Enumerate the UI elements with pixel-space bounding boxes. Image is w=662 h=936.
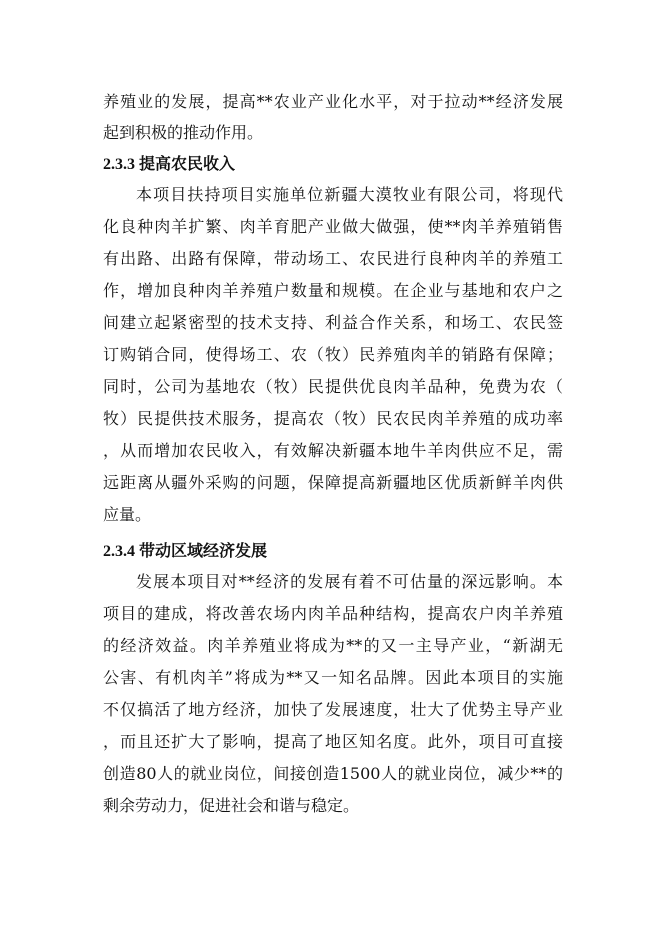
paragraph-line: 间建立起紧密型的技术支持、利益合作关系，和场工、农民签	[103, 313, 563, 332]
section-number: 2.3.3	[103, 156, 135, 173]
paragraph-line: 同时，公司为基地农（牧）民提供优良肉羊品种，免费为农（	[103, 377, 563, 396]
paragraph-line: 不仅搞活了地方经济，加快了发展速度，壮大了优势主导产业	[103, 700, 563, 719]
section-heading-2-3-4	[103, 540, 267, 563]
paragraph-line: 剩余劳动力，促进社会和谐与稳定。	[103, 796, 360, 815]
paragraph-line: ，从而增加农民收入，有效解决新疆本地牛羊肉供应不足，需	[103, 441, 563, 460]
paragraph-line: 化良种肉羊扩繁、肉羊育肥产业做大做强，使**肉羊养殖销售	[103, 217, 563, 236]
paragraph-line: 远距离从疆外采购的问题，保障提高新疆地区优质新鲜羊肉供	[103, 473, 563, 492]
section-title: 提高农民收入	[139, 154, 236, 173]
paragraph-line: 应量。	[103, 505, 152, 524]
paragraph-line: 创造80人的就业岗位，间接创造1500人的就业岗位，减少**的	[103, 764, 563, 783]
paragraph-line: 有出路、出路有保障，带动场工、农民进行良种肉羊的养殖工	[103, 249, 563, 268]
paragraph-line: 本项目扶持项目实施单位新疆大漠牧业有限公司，将现代	[136, 185, 563, 204]
section-number: 2.3.4	[103, 543, 135, 560]
paragraph-line: 的经济效益。肉羊养殖业将成为**的又一主导产业，“新湖无	[103, 636, 563, 655]
intro-line-1: 养殖业的发展，提高**农业产业化水平，对于拉动**经济发展	[103, 92, 563, 111]
intro-line-2: 起到积极的推动作用。	[103, 123, 264, 142]
paragraph-line: 项目的建成，将改善农场内肉羊品种结构，提高农户肉羊养殖	[103, 604, 563, 623]
section-heading-2-3-3	[103, 153, 235, 176]
paragraph-line: 牧）民提供技术服务，提高农（牧）民农民肉羊养殖的成功率	[103, 409, 563, 428]
paragraph-line: 订购销合同，使得场工、农（牧）民养殖肉羊的销路有保障；	[103, 345, 563, 364]
paragraph-line: 作，增加良种肉羊养殖户数量和规模。在企业与基地和农户之	[103, 281, 563, 300]
section-title: 带动区域经济发展	[139, 541, 268, 560]
paragraph-line: 公害、有机肉羊”将成为**又一知名品牌。因此本项目的实施	[103, 668, 563, 687]
paragraph-line: ，而且还扩大了影响，提高了地区知名度。此外，项目可直接	[103, 732, 563, 751]
paragraph-line: 发展本项目对**经济的发展有着不可估量的深远影响。本	[136, 572, 563, 591]
